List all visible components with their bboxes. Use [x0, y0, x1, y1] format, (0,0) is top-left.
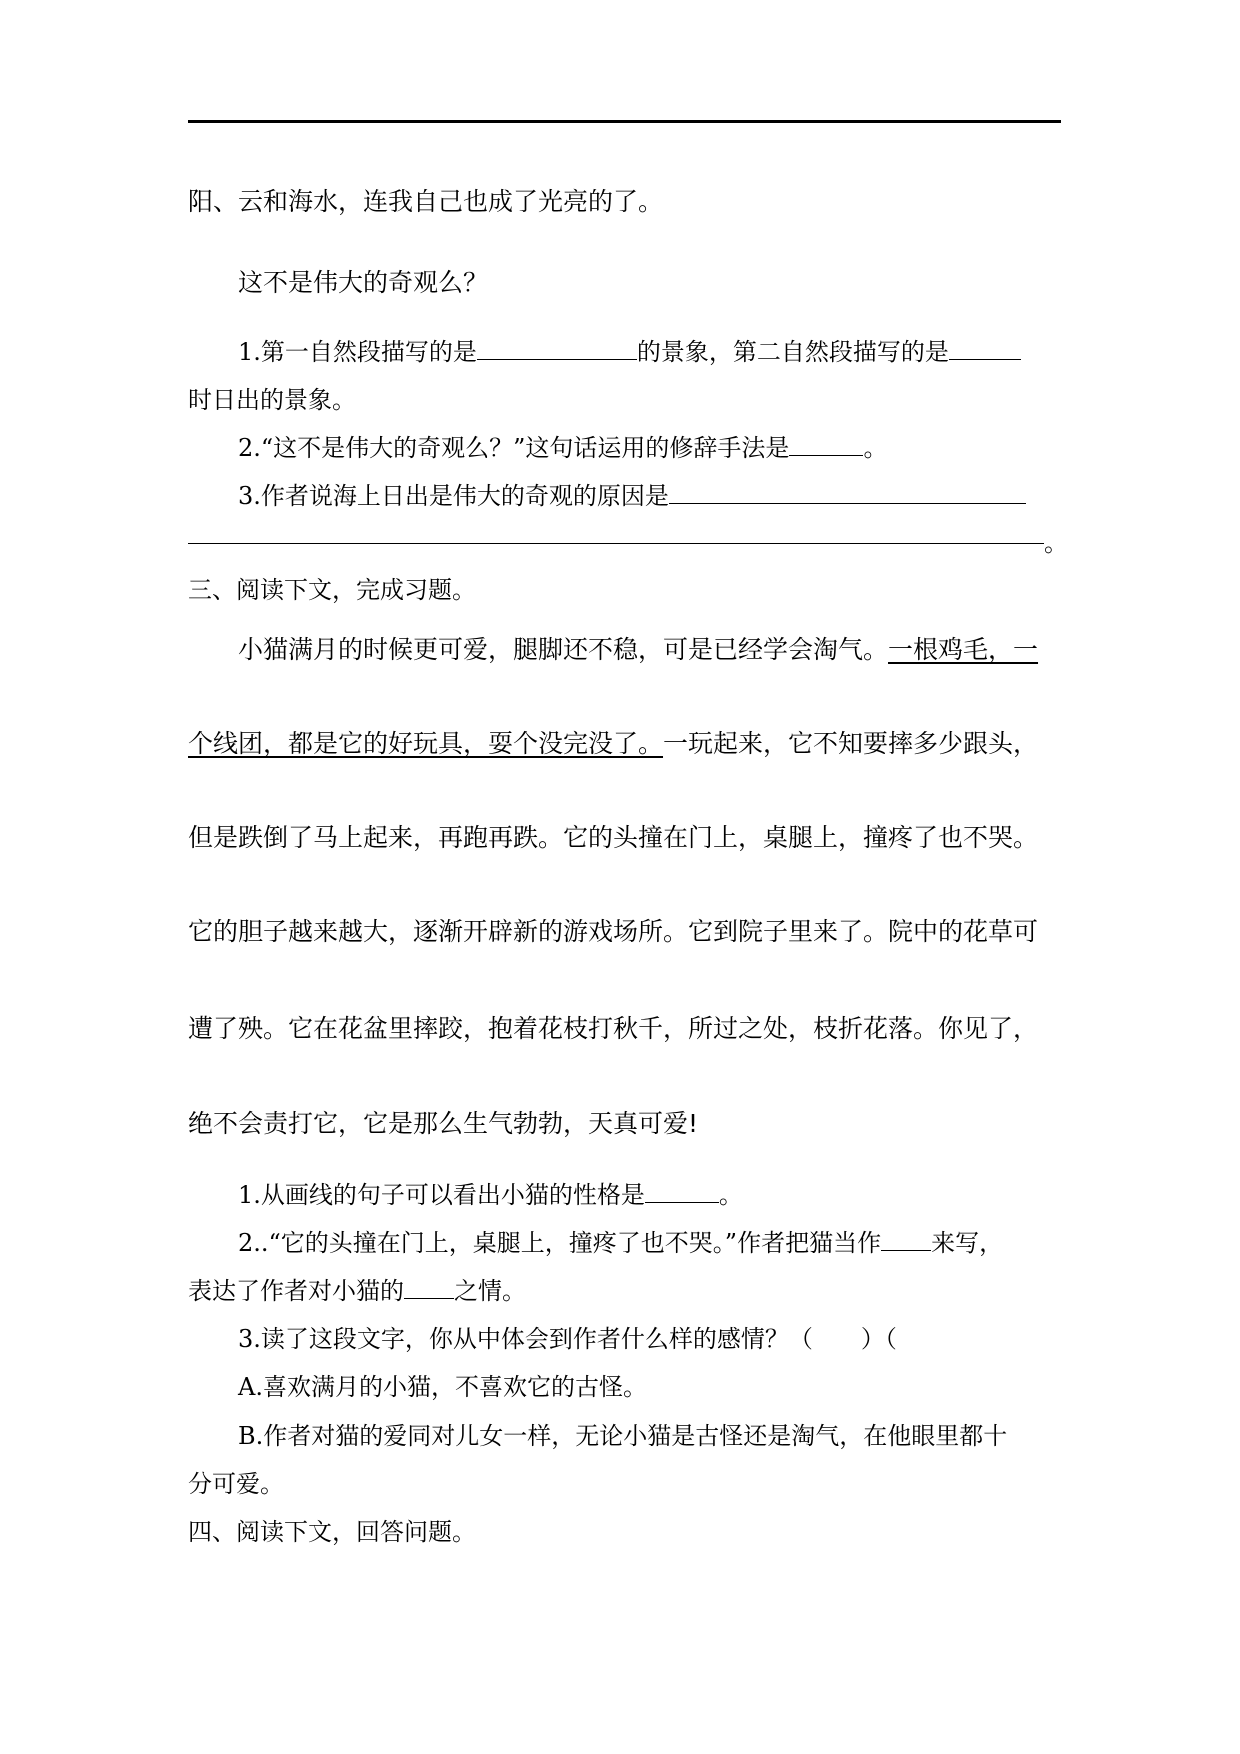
answer-blank[interactable]	[881, 1249, 931, 1251]
passage1-line1: 阳、云和海水，连我自己也成了光亮的了。	[188, 187, 664, 216]
passage1-line2: 这不是伟大的奇观么？	[238, 268, 489, 297]
passage2-line3: 但是跌倒了马上起来，再跑再跌。它的头撞在门上，桌腿上，撞疼了也不哭。	[188, 823, 1039, 852]
underlined-sentence: 一根鸡毛，一	[888, 635, 1039, 664]
answer-blank[interactable]	[645, 1201, 719, 1203]
s3-question-2-text: 2..“它的头撞在门上，桌腿上，撞疼了也不哭。”作者把猫当作	[238, 1229, 882, 1257]
passage2-line2-plain: 一玩起来，它不知要摔多少跟头，	[663, 729, 1039, 758]
option-b-cont: 分可爱。	[188, 1470, 284, 1498]
s3-question-1-end: 。	[718, 1181, 743, 1209]
underlined-sentence: 个线团，都是它的好玩具，耍个没完没了。	[188, 729, 664, 758]
question-2	[238, 428, 887, 463]
passage2-line4: 它的胆子越来越大，逐渐开辟新的游戏场所。它到院子里来了。院中的花草可	[188, 917, 1039, 946]
s3-question-2-text-c: 表达了作者对小猫的	[188, 1277, 404, 1305]
answer-blank[interactable]	[477, 358, 637, 360]
question-3-end: 。	[1044, 529, 1068, 557]
s3-question-2-cont	[188, 1271, 526, 1306]
passage2-line2	[188, 724, 1038, 760]
question-1-text-b: 的景象，第二自然段描写的是	[636, 338, 949, 366]
question-1	[238, 332, 1021, 367]
question-1-cont: 时日出的景象。	[188, 386, 356, 414]
s3-question-2-end: 之情。	[454, 1277, 526, 1305]
question-2-text: 2.“这不是伟大的奇观么？”这句话运用的修辞手法是	[238, 434, 790, 462]
option-b: B.作者对猫的爱同对儿女一样，无论小猫是古怪还是淘气，在他眼里都十	[238, 1422, 1008, 1450]
passage2-line6: 绝不会责打它，它是那么生气勃勃，天真可爱!	[188, 1109, 699, 1138]
question-2-end: 。	[863, 434, 888, 462]
option-a: A.喜欢满月的小猫，不喜欢它的古怪。	[238, 1373, 647, 1401]
passage2-line1	[238, 630, 1038, 666]
question-3-text: 3.作者说海上日出是伟大的奇观的原因是	[238, 482, 669, 510]
s3-question-1-text: 1.从画线的句子可以看出小猫的性格是	[238, 1181, 645, 1209]
answer-blank[interactable]	[789, 454, 863, 456]
passage2-line1-plain: 小猫满月的时候更可爱，腿脚还不稳，可是已经学会淘气。	[238, 635, 889, 664]
answer-blank[interactable]	[669, 502, 1026, 504]
s3-question-1	[238, 1175, 743, 1210]
question-1-text-a: 1.第一自然段描写的是	[238, 338, 477, 366]
section-3-heading: 三、阅读下文，完成习题。	[188, 576, 476, 604]
passage2-line5: 遭了殃。它在花盆里摔跤，抱着花枝打秋千，所过之处，枝折花落。你见了，	[188, 1014, 1039, 1043]
answer-blank[interactable]	[949, 358, 1021, 360]
s3-question-3: 3.读了这段文字，你从中体会到作者什么样的感情？（ ）（	[238, 1325, 897, 1353]
answer-line[interactable]	[188, 543, 1044, 544]
section-4-heading: 四、阅读下文，回答问题。	[188, 1518, 476, 1546]
answer-blank[interactable]	[404, 1297, 454, 1299]
header-rule	[188, 120, 1061, 123]
question-3	[238, 476, 1026, 511]
s3-question-2	[238, 1223, 1003, 1258]
s3-question-2-mid: 来写，	[931, 1229, 1004, 1257]
